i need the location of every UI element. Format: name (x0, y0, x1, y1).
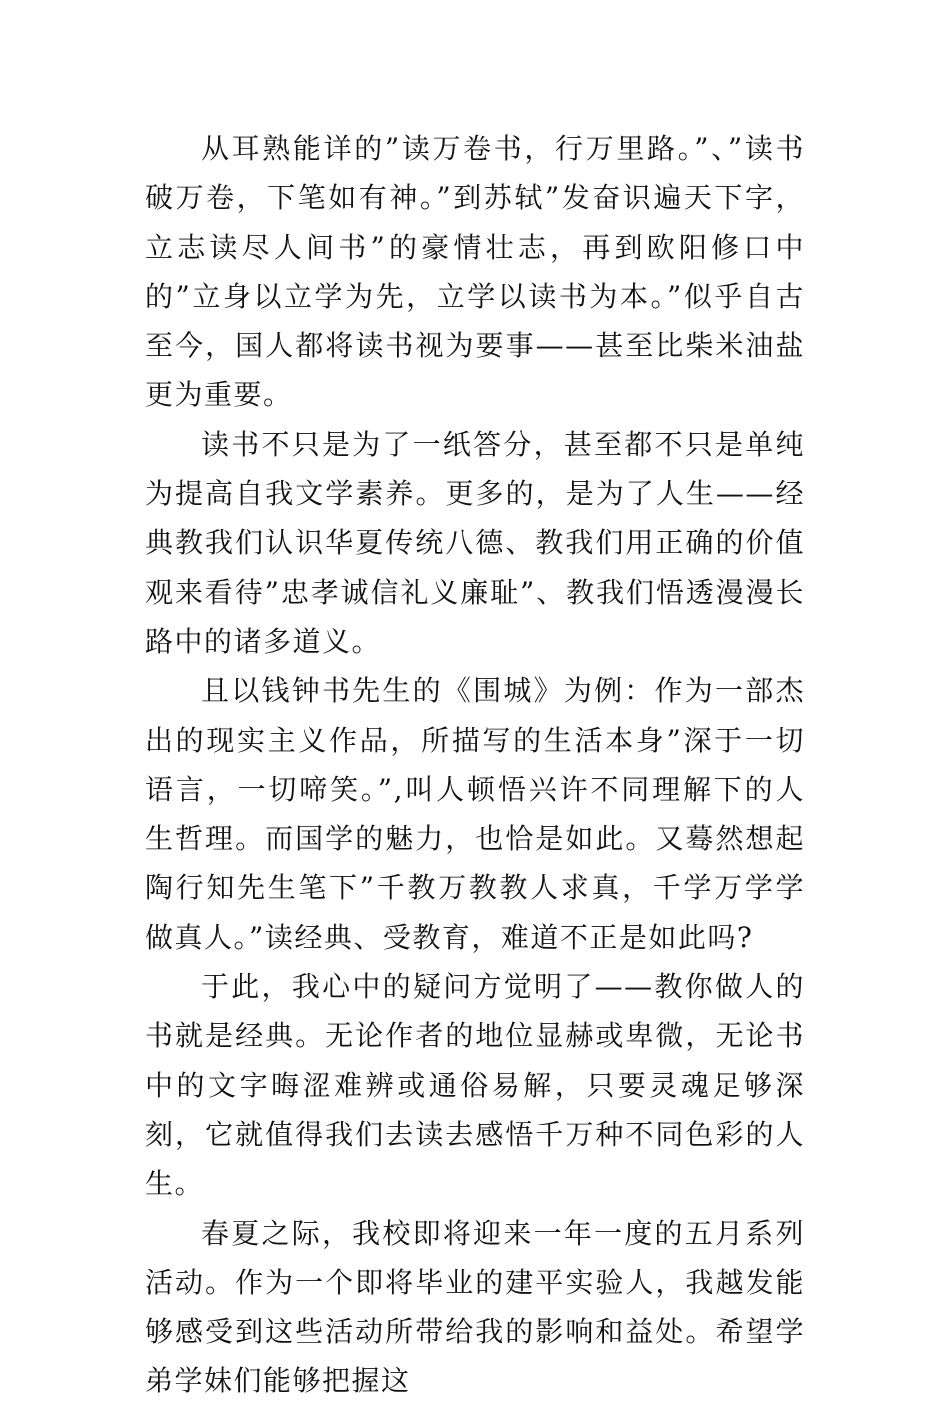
paragraph-2: 读书不只是为了一纸答分，甚至都不只是单纯为提高自我文学素养。更多的，是为了人生——经典教我们认识华夏传统八德、教我们用正确的价值观来看待”忠孝诚信礼义廉耻”、教我们悟透漫漫长路中的诸多道义。 (145, 427, 805, 658)
paragraph-1: 从耳熟能详的”读万卷书，行万里路。”、”读书破万卷，下笔如有神。”到苏轼”发奋识遍天下字，立志读尽人间书”的豪情壮志，再到欧阳修口中的”立身以立学为先，立学以读书为本。”似乎自古至今，国人都将读书视为要事——甚至比柴米油盐更为重要。 (145, 132, 805, 412)
document-body (145, 124, 805, 1406)
paragraph-3: 且以钱钟书先生的《围城》为例：作为一部杰出的现实主义作品，所描写的生活本身”深于一切语言，一切啼笑。”,叫人顿悟兴许不同理解下的人生哲理。而国学的魅力，也恰是如此。又蓦然想起陶行知先生笔下”千教万教教人求真，千学万学学做真人。”读经典、受教育，难道不正是如此吗? (145, 674, 805, 954)
paragraph-5: 春夏之际，我校即将迎来一年一度的五月系列活动。作为一个即将毕业的建平实验人，我越发能够感受到这些活动所带给我的影响和益处。希望学弟学妹们能够把握这 (145, 1216, 805, 1398)
paragraph-4: 于此，我心中的疑问方觉明了——教你做人的书就是经典。无论作者的地位显赫或卑微，无论书中的文字晦涩难辨或通俗易解，只要灵魂足够深刻，它就值得我们去读去感悟千万种不同色彩的人生。 (145, 970, 805, 1201)
